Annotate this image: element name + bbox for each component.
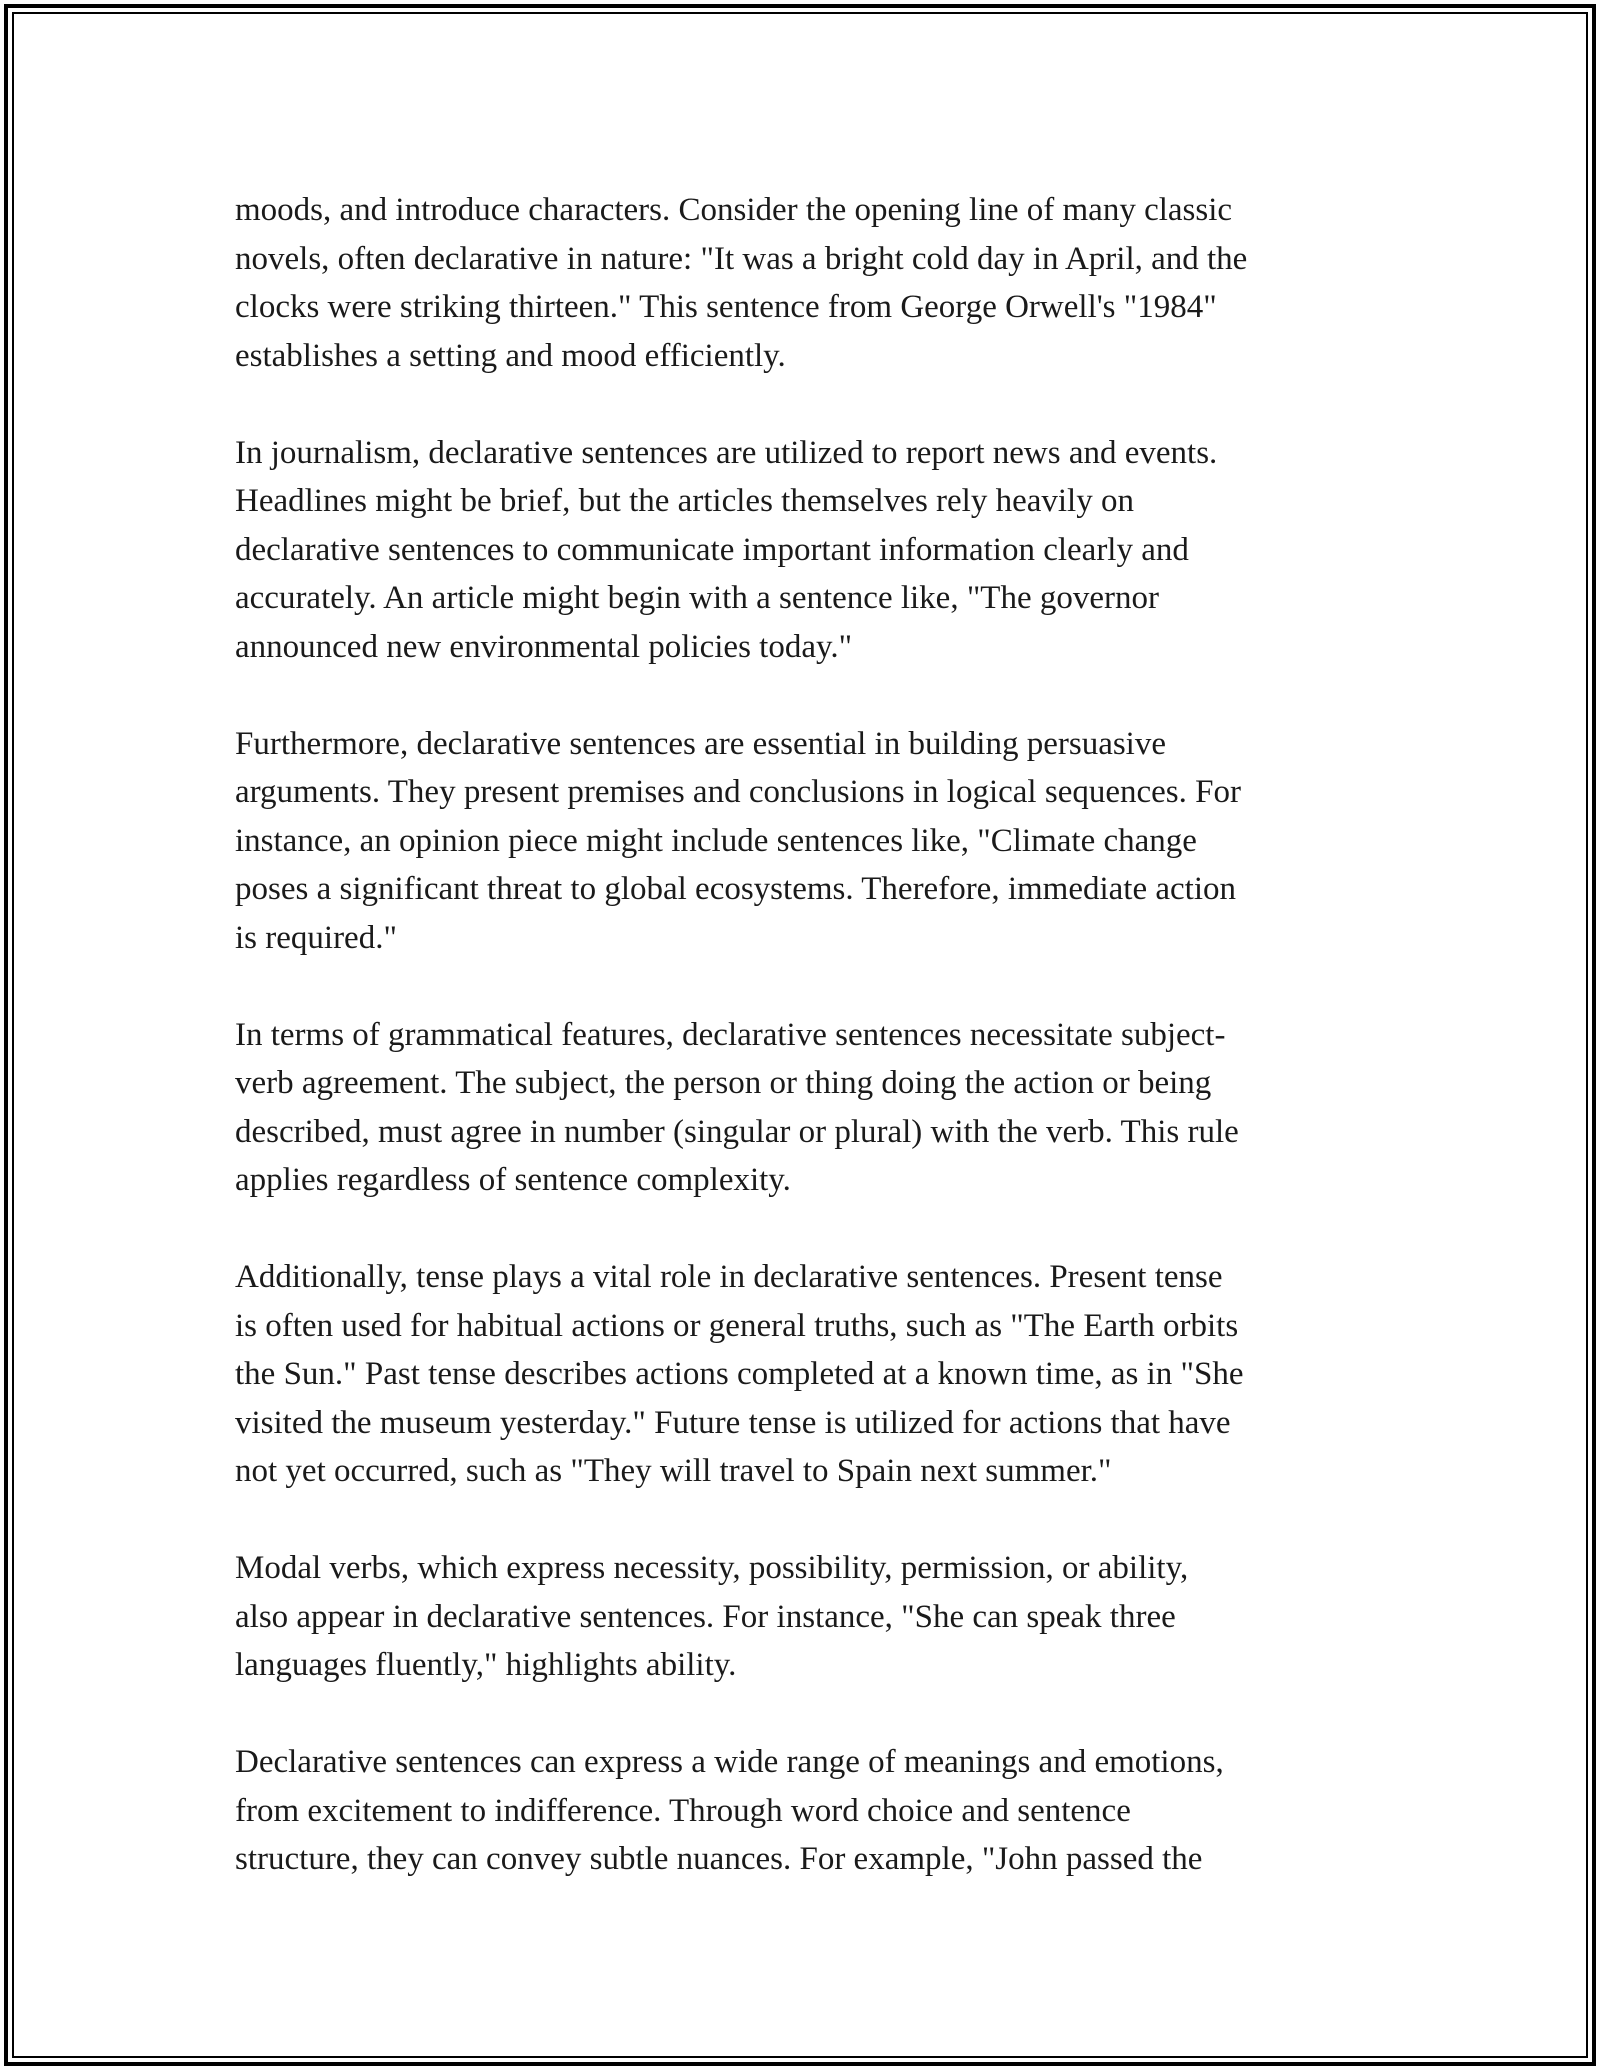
text-line: announced new environmental policies today.": [235, 628, 853, 665]
paragraph: [235, 1544, 1365, 1690]
text-line: is often used for habitual actions or general truths, such as "The Earth orbits: [235, 1307, 1239, 1344]
paragraph: [235, 1738, 1365, 1884]
text-line: Additionally, tense plays a vital role in declarative sentences. Present tense: [235, 1259, 1223, 1295]
text-line: from excitement to indifference. Through word choice and sentence: [235, 1792, 1131, 1829]
text-line: moods, and introduce characters. Consider the opening line of many classic: [235, 192, 1233, 228]
text-line: also appear in declarative sentences. For instance, "She can speak three: [235, 1598, 1176, 1635]
text-line: Modal verbs, which express necessity, possibility, permission, or ability,: [235, 1550, 1189, 1586]
text-line: clocks were striking thirteen." This sentence from George Orwell's "1984": [235, 289, 1217, 325]
text-line: novels, often declarative in nature: "It was a bright cold day in April, and the: [235, 240, 1248, 277]
text-line: In terms of grammatical features, declarative sentences necessitate subject-: [235, 1016, 1226, 1053]
paragraph: [235, 1011, 1365, 1205]
text-line: Headlines might be brief, but the articles themselves rely heavily on: [235, 483, 1134, 519]
text-line: accurately. An article might begin with a sentence like, "The governor: [235, 580, 1159, 616]
text-line: establishes a setting and mood efficiently.: [235, 337, 786, 374]
document-body: [235, 186, 1365, 1932]
text-line: applies regardless of sentence complexity.: [235, 1162, 791, 1198]
text-line: verb agreement. The subject, the person or thing doing the action or being: [235, 1065, 1212, 1101]
text-line: arguments. They present premises and conclusions in logical sequences. For: [235, 774, 1241, 810]
text-line: Furthermore, declarative sentences are essential in building persuasive: [235, 725, 1166, 762]
text-line: poses a significant threat to global ecosystems. Therefore, immediate action: [235, 871, 1236, 907]
text-line: instance, an opinion piece might include sentences like, "Climate change: [235, 822, 1197, 859]
text-line: In journalism, declarative sentences are utilized to report news and events.: [235, 434, 1218, 471]
text-line: languages fluently," highlights ability.: [235, 1647, 737, 1683]
text-line: the Sun." Past tense describes actions completed at a known time, as in "She: [235, 1356, 1244, 1392]
paragraph: [235, 186, 1365, 380]
text-line: structure, they can convey subtle nuances. For example, "John passed the: [235, 1841, 1203, 1877]
text-line: described, must agree in number (singular or plural) with the verb. This rule: [235, 1113, 1239, 1150]
text-line: Declarative sentences can express a wide range of meanings and emotions,: [235, 1744, 1224, 1780]
text-line: is required.": [235, 919, 397, 956]
text-line: declarative sentences to communicate important information clearly and: [235, 531, 1189, 568]
paragraph: [235, 1253, 1365, 1496]
text-line: visited the museum yesterday." Future tense is utilized for actions that have: [235, 1404, 1231, 1441]
text-line: not yet occurred, such as "They will travel to Spain next summer.": [235, 1453, 1112, 1489]
paragraph: [235, 720, 1365, 963]
paragraph: [235, 429, 1365, 672]
